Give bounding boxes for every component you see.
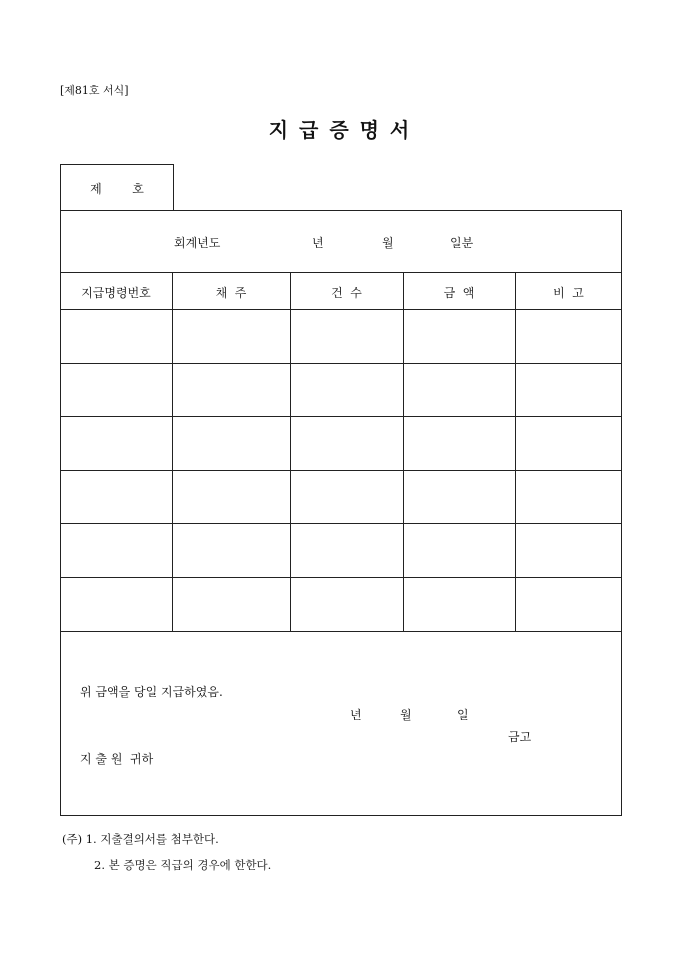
row-divider: [60, 470, 622, 471]
row-divider: [60, 416, 622, 417]
table-top-border: [60, 272, 622, 273]
row-divider: [60, 363, 622, 364]
header-creditor: 채 주: [215, 286, 247, 300]
period-day-label: 일분: [450, 236, 474, 250]
period-year-label: 년: [312, 236, 324, 250]
document-number-box: [60, 164, 174, 211]
header-remarks: 비 고: [553, 286, 584, 300]
row-divider: [60, 523, 622, 524]
period-month-label: 월: [382, 236, 394, 250]
column-divider: [403, 272, 404, 631]
form-number: [제81호 서식]: [60, 84, 129, 97]
certification-day: 일: [457, 708, 469, 722]
fiscal-year-label: 회계년도: [174, 236, 221, 250]
note-line-2: 2. 본 증명은 직급의 경우에 한한다.: [94, 858, 272, 872]
certification-month: 월: [400, 708, 412, 722]
row-divider: [60, 577, 622, 578]
header-payment-order-number: 지급명령번호: [81, 286, 151, 300]
header-amount: 금 액: [443, 286, 475, 300]
column-divider: [172, 272, 173, 631]
page-title: 지 급 증 명 서: [268, 118, 412, 142]
header-bottom-border: [60, 309, 622, 310]
document-number-label: 제 호: [90, 182, 144, 196]
note-line-1: (주) 1. 지출결의서를 첨부한다.: [62, 832, 219, 846]
table-bottom-border: [60, 631, 622, 632]
certification-statement: 위 금액을 당일 지급하였음.: [80, 685, 223, 699]
column-divider: [290, 272, 291, 631]
addressee-label: 지 출 원 귀하: [80, 752, 154, 766]
column-divider: [515, 272, 516, 631]
treasury-label: 금고: [508, 730, 532, 744]
header-case-count: 건 수: [331, 286, 362, 300]
certification-year: 년: [350, 708, 362, 722]
